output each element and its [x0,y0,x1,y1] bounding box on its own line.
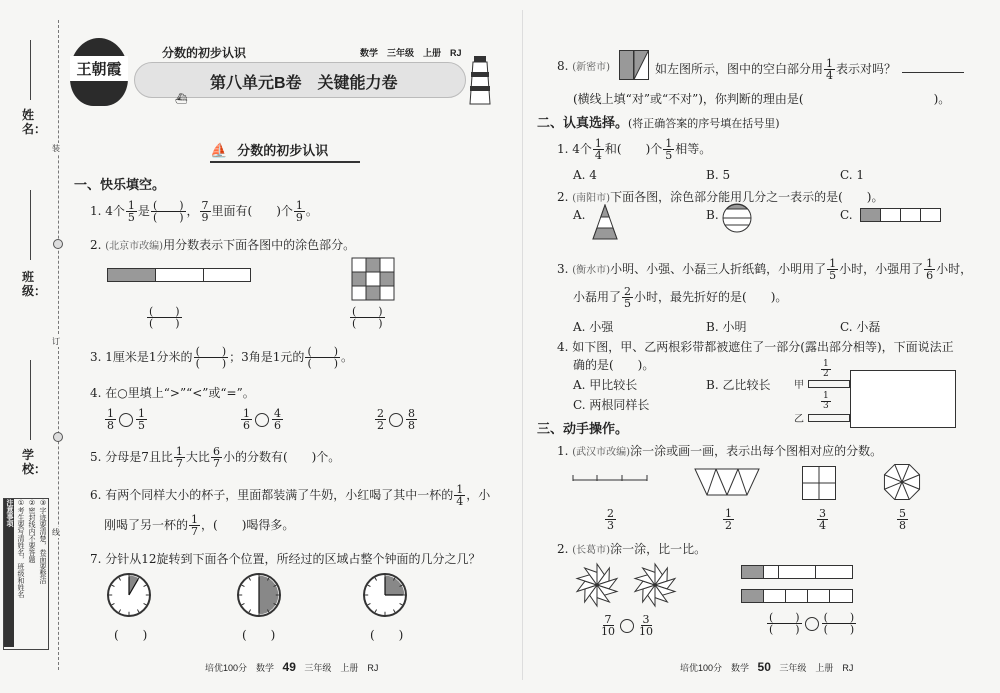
target-fraction: $\frac{1}{2}$ [725,507,732,532]
question-6: 6. 有两个同样大小的杯子，里面都装满了牛奶，小红喝了其中一杯的 $\frac{1}{4}$ ，小 [90,483,491,508]
question-3 [90,346,353,369]
answer-fraction[interactable]: $\frac{( )}{( )}$ [769,611,800,636]
source-tag: (南阳市) [572,193,611,204]
question-number: 5. [90,450,102,464]
text: ，( )喝得多。 [201,518,295,532]
brand-logo: 王朝霞 [70,56,128,81]
question-number: 6. [90,488,102,502]
school-label: 学 校： [22,448,47,476]
target-fraction: $\frac{3}{4}$ [819,507,826,532]
page-number: 50 [757,660,771,674]
question-number: 4. [557,340,569,354]
option-a[interactable]: A. [573,208,586,222]
question-number: 2. [557,190,569,204]
binding-hole [53,239,63,249]
question-number: 1. [557,444,569,458]
text: )。 [933,92,951,106]
question-1 [90,200,318,223]
circle-figure [722,203,752,233]
brand-seal [70,38,128,106]
figure-strip [107,268,251,282]
ribbon-jia-label: 甲 [794,380,804,391]
choice-3-cont: 小磊用了 $\frac{2}{5}$ 小时，最先折好的是( )。 [573,285,788,310]
figure-grid [351,257,395,301]
name-label: 姓 名： [22,108,47,136]
answer-fraction[interactable]: $\frac{( )}{( )}$ [823,611,855,636]
binding-hole [53,432,63,442]
text: 大比 [185,450,210,464]
text: ；3角是1元的 [229,350,305,364]
choice-4 [557,338,954,355]
sailboat-icon: ⛵ [210,143,228,159]
footer-right [680,660,853,674]
text: 用分数表示下面各图中的涂色部分。 [163,238,356,252]
text: 表示对吗？ [836,62,897,76]
footer-grade: 三年级 上册 RJ [304,663,379,673]
question-8-text: 如左图所示，图中的空白部分用 $\frac{1}{4}$ 表示对吗？ [655,58,964,81]
source-tag: (衡水市) [572,265,611,276]
answer-line[interactable] [902,72,964,73]
text: 如左图所示，图中的空白部分用 [655,62,824,76]
compare-circle[interactable] [620,619,634,633]
text: 涂一涂或画一画，表示出每个图相对应的分数。 [630,444,883,458]
text: 。 [341,350,354,364]
compare-row-2 [766,612,857,635]
ribbon-figure [794,359,960,428]
text: 涂一涂，比一比。 [610,542,707,556]
text: 分母是7且比 [105,450,173,464]
answer-fraction[interactable]: $\frac{( )}{( )}$ [352,305,383,330]
ribbon-jia [808,380,850,388]
clock-3 [362,572,408,618]
compare-row: $\frac{7}{10}$ $\frac{3}{10}$ [601,613,653,638]
clock-2 [236,572,282,618]
binding-margin [0,0,62,693]
pinwheel-figure [632,562,678,608]
option-b[interactable]: B. 5 [706,168,731,182]
option-a[interactable]: A. 4 [573,168,597,182]
compare-1: $\frac{1}{8}$ $\frac{1}{5}$ [107,407,145,432]
text: 如下图，甲、乙两根彩带都被遮住了一部分(露出部分相等)，下面说法正 [572,340,954,354]
fraction: $\frac{1}{9}$ [295,199,303,224]
question-6-cont: 刚喝了另一杯的 $\frac{1}{7}$ ，( )喝得多。 [104,513,295,538]
answer-fraction[interactable]: $\frac{( )}{( )}$ [149,305,180,330]
option-b[interactable]: B. [706,208,719,222]
lighthouse-icon [465,48,495,108]
school-line[interactable] [30,360,31,440]
footer-book: 培优100分 数学 [680,663,750,673]
section-title-2: 二、认真选择。 [537,115,629,130]
question-number: 2. [557,542,569,556]
choice-2 [557,188,883,205]
answer-fraction[interactable]: $\frac{( )}{( )}$ [195,345,227,370]
footer-book: 培优100分 数学 [205,663,275,673]
ribbon-jia-fraction: $\frac{1}{2}$ [823,359,829,379]
text: 有两个同样大小的杯子，里面都装满了牛奶，小红喝了其中一杯的 [105,488,454,502]
text: (横线上填“对”或“不对”)，你判断的理由是( [573,92,804,106]
pinwheel-figure [574,562,620,608]
subject-tag: 分数的初步认识 [162,46,247,60]
question-number: 1. [90,204,102,218]
option-c[interactable]: C. 两根同样长 [573,398,650,412]
ribbon-yi [808,414,850,422]
compare-2: $\frac{1}{6}$ $\frac{4}{6}$ [243,407,281,432]
text: 4个 [572,142,592,156]
header-banner [70,36,510,112]
boat-icon: ⛴ [175,94,188,105]
center-fold [522,10,523,680]
option-b[interactable]: B. 乙比较长 [706,378,771,392]
segment-figure [572,474,648,486]
octagon-figure [882,462,922,502]
notice-item: ①考生要写清姓名，班级和姓名 [17,499,24,598]
text: 分针从12旋转到下面各个位置，所经过的区域占整个钟面的几分之几？ [105,552,481,566]
binding-tag: 订 [52,337,60,346]
source-tag: (武汉市改编) [572,447,631,458]
question-number: 8. [557,59,569,73]
option-b[interactable]: B. 小明 [706,320,747,334]
text: 相等。 [675,142,712,156]
class-line[interactable] [30,190,31,260]
answer-fraction[interactable]: $\frac{( )}{( )}$ [152,199,184,224]
text: 小的分数有( )个。 [222,450,341,464]
text: 在○里填上“>”“<”或“=”。 [105,386,255,400]
fraction: $\frac{1}{5}$ [127,199,135,224]
question-number: 3. [90,350,102,364]
bar-compare-figure [741,565,853,605]
answer-blank[interactable]: ( ) [114,628,148,642]
text: 刚喝了另一杯的 [104,518,189,532]
text: 1厘米是1分米的 [105,350,193,364]
grade-info: 数学 三年级 上册 RJ [360,48,462,58]
compare-3: $\frac{2}{2}$ $\frac{8}{8}$ [377,407,415,432]
q8-figure [619,50,649,80]
target-fraction: $\frac{2}{3}$ [607,507,614,532]
page-number: 49 [282,660,296,674]
compare-circle[interactable] [805,617,819,631]
section-title-3: 三、动手操作。 [537,421,629,436]
choice-1: 1. 4个 $\frac{1}{4}$ 和( )个 $\frac{1}{5}$ 相等。 [557,137,712,162]
option-a[interactable]: A. 小强 [573,320,614,334]
operate-1 [557,442,882,459]
text: ，小 [466,488,491,502]
cover-box [850,370,956,428]
text: 小时，最先折好的是( )。 [634,290,788,304]
section-title-1: 一、快乐填空。 [74,177,166,192]
section-note: (将正确答案的序号填在括号里) [628,117,780,130]
question-7 [90,550,481,567]
topic-underline [210,161,360,163]
binding-tag: 装 [52,144,60,153]
question-number: 2. [90,238,102,252]
question-number: 4. [90,386,102,400]
notice-item: ②密封线内不要答题 [28,499,35,563]
footer-grade: 三年级 上册 RJ [779,663,854,673]
topic-heading [210,140,360,163]
text: 。 [305,204,318,218]
fraction-row [590,508,930,540]
question-2 [90,236,355,253]
answer-blank[interactable]: ( ) [242,628,276,642]
notice-box [3,498,49,650]
question-4 [90,384,255,401]
text: 下面各图，涂色部分能用几分之一表示的是( )。 [610,190,884,204]
answer-fraction[interactable]: $\frac{( )}{( )}$ [307,345,339,370]
class-label: 班 级： [22,270,47,298]
target-fraction: $\frac{5}{8}$ [899,507,906,532]
source-tag: (北京市改编) [105,241,164,252]
question-8 [557,58,610,73]
unit-title: 第八单元B卷 关键能力卷 [210,75,398,92]
choice-3: 3. (衡水市)小明、小强、小磊三人折纸鹤，小明用了 $\frac{1}{5}$ 小时，小强用了 $\frac{1}{6}$ 小时， [557,257,973,282]
question-number: 7. [90,552,102,566]
text: ， [186,204,199,218]
compare-circle[interactable] [255,413,269,427]
compare-circle[interactable] [389,413,403,427]
clock-1 [106,572,152,618]
question-8-cont [573,90,950,107]
option-c[interactable]: C. [840,208,853,222]
text: 小时， [936,262,973,276]
trapezoid-figure [694,468,760,496]
text: 是 [137,204,150,218]
compare-circle[interactable] [119,413,133,427]
square-figure [802,466,836,500]
notice-title: 注意事项 [4,499,14,647]
answer-blank[interactable]: ( ) [370,628,404,642]
ribbon-yi-fraction: $\frac{1}{3}$ [823,391,829,411]
question-5: 5. 分母是7且比 $\frac{1}{7}$ 大比 $\frac{6}{7}$ 小的分数有( )个。 [90,445,341,470]
option-c[interactable]: C. 1 [840,168,865,182]
operate-2 [557,540,706,557]
text: 小磊用了 [573,290,622,304]
text: 里面有( )个 [211,204,293,218]
triangle-figure [592,204,618,240]
ribbon-yi-label: 乙 [794,414,804,425]
name-line[interactable] [30,40,31,100]
topic-title: 分数的初步认识 [237,143,329,158]
question-number: 3. [557,262,569,276]
footer-left [205,660,378,674]
text: 4个 [105,204,125,218]
question-number: 1. [557,142,569,156]
option-c[interactable]: C. 小磊 [840,320,881,334]
binding-tag: 线 [52,528,60,537]
source-tag: (长葛市) [572,545,611,556]
section-2 [537,112,780,131]
option-a[interactable]: A. 甲比较长 [573,378,638,392]
notice-item: ③字迹要清楚，卷面要整洁 [39,499,46,584]
text: 小明、小强、小磊三人折纸鹤，小明用了 [610,262,827,276]
source-tag: (新密市) [572,62,611,73]
bar-figure [860,208,942,222]
choice-4-cont: 确的是( )。 [573,358,655,372]
text: 和( )个 [604,142,663,156]
fraction: $\frac{7}{9}$ [201,199,209,224]
text: 小时，小强用了 [839,262,924,276]
